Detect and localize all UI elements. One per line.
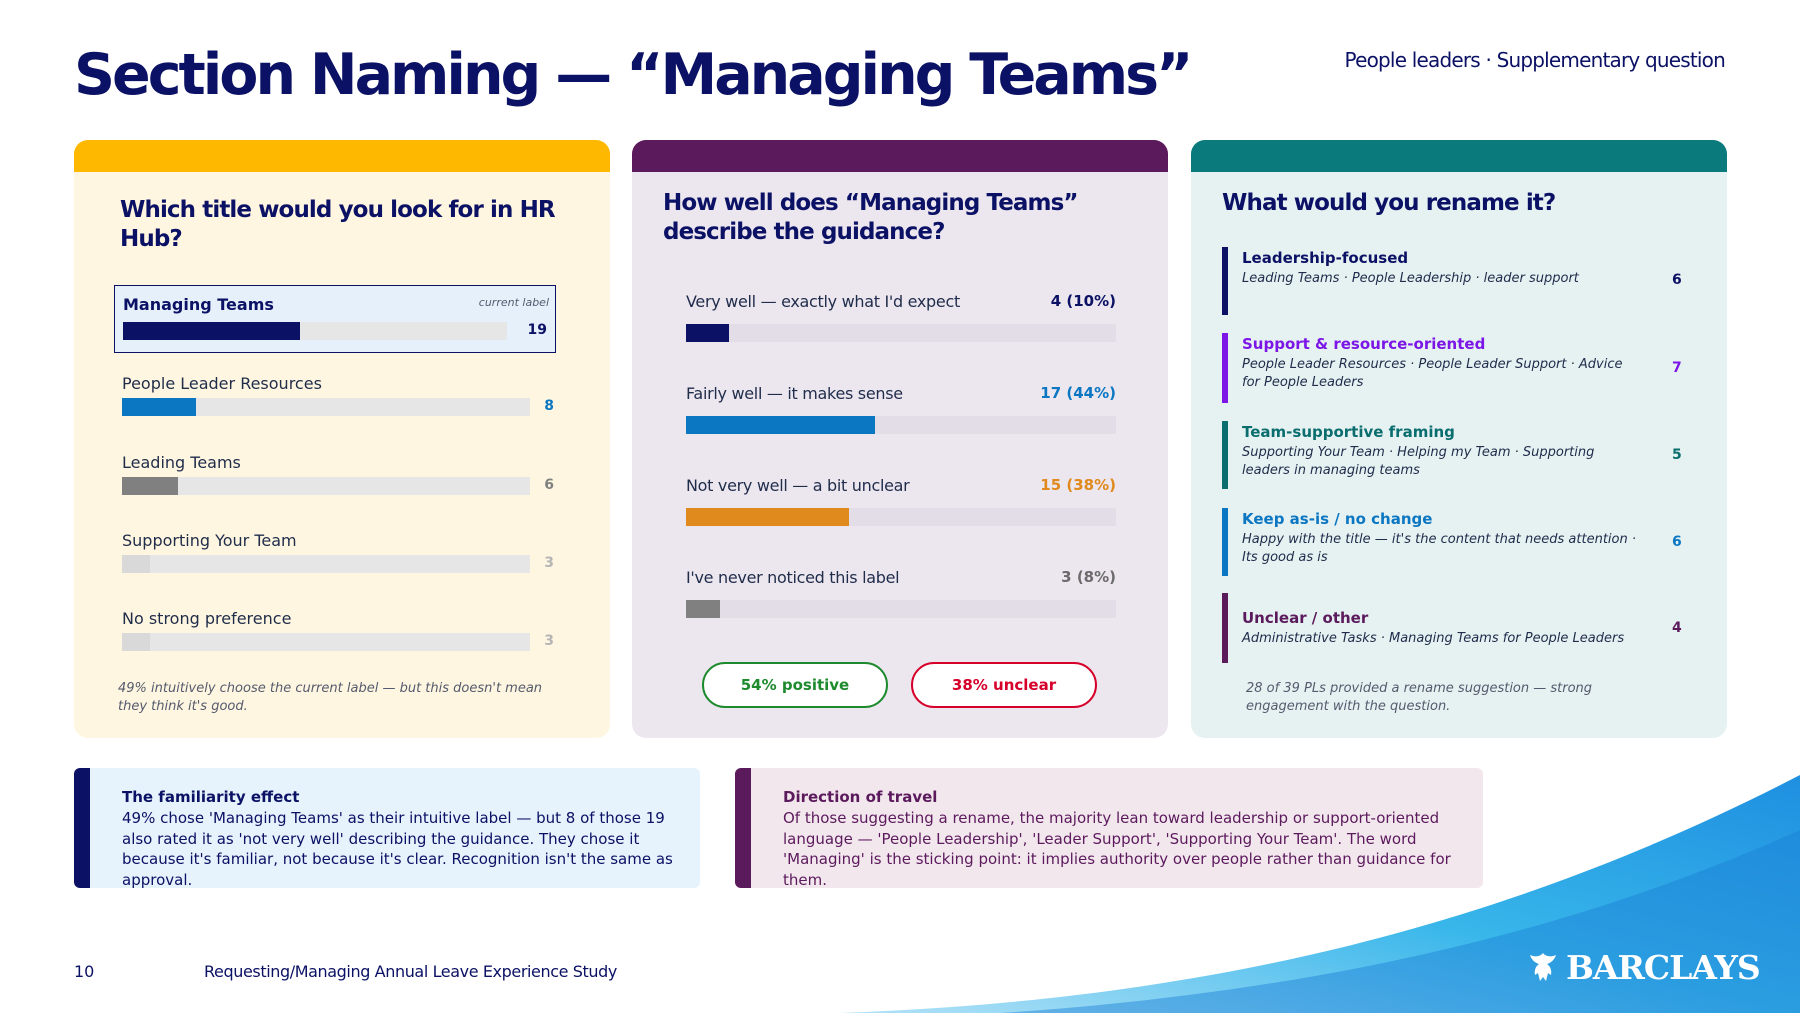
option-people-leader-resources (122, 374, 554, 434)
rating-bar (686, 600, 720, 618)
theme-count: 5 (1672, 447, 1682, 463)
option-bar (122, 477, 178, 495)
option-bar-track (123, 322, 507, 340)
callout-accent-bar (735, 768, 751, 888)
option-supporting-your-team (122, 531, 554, 591)
rating-bar (686, 324, 729, 342)
rating-bar (686, 416, 875, 434)
theme-count: 6 (1672, 534, 1682, 550)
option-label: Managing Teams (123, 295, 274, 314)
card-accent-band (1191, 140, 1727, 172)
brand-wordmark: BARCLAYS (1566, 948, 1760, 987)
unclear-summary-pill: 38% unclear (911, 662, 1097, 708)
theme-keep-as-is (1222, 508, 1682, 576)
eagle-icon (1528, 951, 1558, 985)
theme-count: 4 (1672, 620, 1682, 636)
rating-bar-track (686, 508, 1116, 526)
theme-accent-bar (1222, 508, 1228, 576)
theme-count: 7 (1672, 360, 1682, 376)
callout-title: Direction of travel (783, 788, 938, 806)
option-label: Leading Teams (122, 453, 241, 472)
callout-title: The familiarity effect (122, 788, 300, 806)
option-bar (123, 322, 300, 340)
rating-not-very-well (686, 476, 1116, 534)
theme-examples: Happy with the title — it's the content that needs attention · Its good as is (1242, 532, 1636, 565)
card-heading: What would you rename it? (1222, 190, 1556, 216)
theme-title: Keep as-is / no change (1242, 510, 1433, 528)
theme-accent-bar (1222, 421, 1228, 489)
barclays-logo (1528, 948, 1760, 987)
option-count: 19 (527, 322, 547, 338)
rating-label: Very well — exactly what I'd expect (686, 292, 960, 311)
rating-label: Fairly well — it makes sense (686, 384, 903, 403)
option-bar-track (122, 633, 530, 651)
option-count: 3 (544, 633, 554, 649)
option-count: 6 (544, 477, 554, 493)
rating-bar-track (686, 600, 1116, 618)
theme-title: Unclear / other (1242, 609, 1369, 627)
rating-bar-track (686, 324, 1116, 342)
option-bar (122, 633, 150, 651)
option-bar-track (122, 398, 530, 416)
familiarity-effect-callout (74, 768, 700, 888)
theme-examples: Administrative Tasks · Managing Teams for People Leaders (1242, 631, 1625, 646)
callout-body: Of those suggesting a rename, the majority lean toward leadership or support-oriented language — 'People Leadership', 'Leader Support', 'Supporting Your Team'. The word 'Managing' is the sticking point: it implies authority over people rather than guidance for them. (783, 809, 1451, 888)
option-bar (122, 555, 150, 573)
rating-count: 17 (44%) (1040, 384, 1116, 402)
rating-count: 3 (8%) (1061, 568, 1116, 586)
theme-count: 6 (1672, 272, 1682, 288)
rating-very-well (686, 292, 1116, 350)
option-bar-track (122, 477, 530, 495)
page-title: Section Naming — “Managing Teams” (74, 42, 1191, 108)
theme-examples: Supporting Your Team · Helping my Team · Supporting leaders in managing teams (1242, 445, 1595, 478)
theme-title: Leadership-focused (1242, 249, 1409, 267)
theme-examples: People Leader Resources · People Leader Support · Advice for People Leaders (1242, 357, 1623, 390)
theme-accent-bar (1222, 333, 1228, 403)
rating-label: Not very well — a bit unclear (686, 476, 910, 495)
description-rating-card (632, 140, 1168, 738)
callout-accent-bar (74, 768, 90, 888)
option-no-strong-preference (122, 609, 554, 669)
direction-of-travel-callout (735, 768, 1483, 888)
theme-accent-bar (1222, 247, 1228, 315)
theme-team-supportive (1222, 421, 1682, 489)
theme-unclear-other (1222, 593, 1682, 663)
option-label: Supporting Your Team (122, 531, 297, 550)
theme-accent-bar (1222, 593, 1228, 663)
option-bar (122, 398, 196, 416)
positive-summary-pill: 54% positive (702, 662, 888, 708)
rating-bar (686, 508, 849, 526)
card-footnote: 28 of 39 PLs provided a rename suggestion — strong engagement with the question. (1246, 681, 1593, 714)
rating-bar-track (686, 416, 1116, 434)
card-heading: Which title would you look for in HR Hub? (120, 197, 555, 252)
option-count: 8 (544, 398, 554, 414)
callout-body: 49% chose 'Managing Teams' as their intuitive label — but 8 of those 19 also rated it as 'not very well' describing the guidance. They chose it because it's familiar, not because it's clear. Recognition isn't the same as approval. (122, 809, 673, 888)
title-preference-card (74, 140, 610, 738)
card-accent-band (74, 140, 610, 172)
option-managing-teams (114, 285, 556, 353)
rating-label: I've never noticed this label (686, 568, 900, 587)
theme-examples: Leading Teams · People Leadership · leader support (1242, 271, 1579, 286)
page-subtitle: People leaders · Supplementary question (1344, 48, 1725, 72)
rating-fairly-well (686, 384, 1116, 442)
rename-suggestions-card (1191, 140, 1727, 738)
theme-leadership-focused (1222, 247, 1682, 315)
card-footnote: 49% intuitively choose the current label — but this doesn't mean they think it's good. (118, 681, 543, 714)
rating-count: 15 (38%) (1040, 476, 1116, 494)
option-label: No strong preference (122, 609, 292, 628)
card-heading: How well does “Managing Teams” describe the guidance? (663, 190, 1078, 245)
theme-support-resource (1222, 333, 1682, 403)
page-number: 10 (74, 962, 95, 981)
footer-study-title: Requesting/Managing Annual Leave Experience Study (204, 962, 617, 981)
current-label-tag: current label (478, 296, 549, 309)
card-accent-band (632, 140, 1168, 172)
rating-never-noticed (686, 568, 1116, 626)
theme-title: Team-supportive framing (1242, 423, 1455, 441)
option-leading-teams (122, 453, 554, 513)
option-bar-track (122, 555, 530, 573)
option-count: 3 (544, 555, 554, 571)
theme-title: Support & resource-oriented (1242, 335, 1486, 353)
rating-count: 4 (10%) (1050, 292, 1116, 310)
option-label: People Leader Resources (122, 374, 322, 393)
